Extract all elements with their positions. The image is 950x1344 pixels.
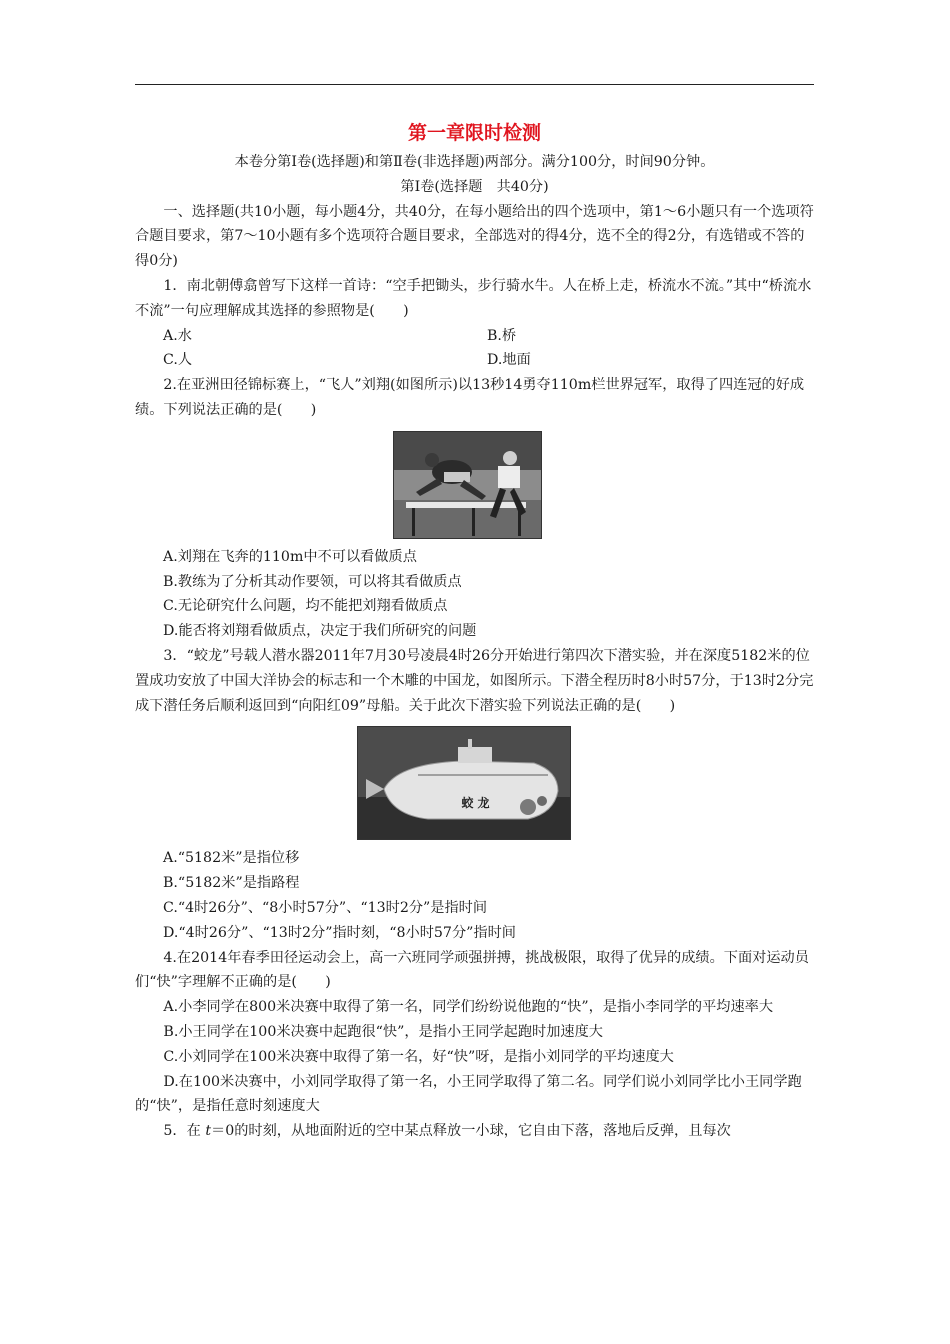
question-3-option-d: D.“4时26分”、“13时2分”指时刻，“8小时57分”指时间 — [163, 924, 516, 941]
document-page — [135, 118, 814, 1144]
question-2-option-d: D.能否将刘翔看做质点，决定于我们所研究的问题 — [163, 623, 477, 640]
header-rule — [135, 84, 814, 85]
submersible-photo — [357, 726, 571, 840]
question-1-option-a: A.水 — [163, 327, 192, 344]
question-2-stem: 2.在亚洲田径锦标赛上，“飞人”刘翔(如图所示)以13秒14勇夺110m栏世界冠军，取得了四连冠的好成绩。下列说法正确的是( ) — [135, 377, 805, 418]
question-5-time-variable: t — [205, 1123, 212, 1140]
question-1-option-b: B.桥 — [487, 327, 517, 344]
question-2-option-c: C.无论研究什么问题，均不能把刘翔看做质点 — [163, 598, 448, 615]
question-5-stem-suffix: ＝0的时刻，从地面附近的空中某点释放一小球，它自由下落，落地后反弹，且每次 — [211, 1123, 731, 1140]
question-2-option-b: B.教练为了分析其动作要领，可以将其看做质点 — [163, 573, 462, 590]
question-3-figure — [135, 726, 814, 840]
question-3-option-b: B.“5182米”是指路程 — [163, 875, 300, 892]
question-3-option-a: A.“5182米”是指位移 — [163, 850, 300, 867]
question-2-figure — [135, 431, 814, 539]
question-1-options-row2 — [135, 348, 814, 373]
question-4-option-a: A.小李同学在800米决赛中取得了第一名，同学们纷纷说他跑的“快”，是指小李同学的平均速率大 — [163, 999, 774, 1016]
question-5-stem — [135, 1119, 814, 1144]
question-1-option-d: D.地面 — [487, 352, 531, 369]
section-instructions: 一、选择题(共10小题，每小题4分，共40分，在每小题给出的四个选项中，第1～6小题只有一个选项符合题目要求，第7～10小题有多个选项符合题目要求，全部选对的得4分，选不全的得2分，有选错或不答的得0分) — [135, 203, 814, 270]
hurdler-photo — [393, 431, 542, 539]
question-4-option-d: D.在100米决赛中，小刘同学取得了第一名，小王同学取得了第二名。同学们说小刘同学比小王同学跑的“快”，是指任意时刻速度大 — [135, 1073, 802, 1115]
question-1-option-c: C.人 — [163, 352, 193, 369]
submersible-hull-label: 蛟龙 — [461, 796, 494, 811]
exam-intro: 本卷分第Ⅰ卷(选择题)和第Ⅱ卷(非选择题)两部分。满分100分，时间90分钟。 — [234, 154, 715, 170]
question-4-stem: 4.在2014年春季田径运动会上，高一六班同学顽强拼搏，挑战极限，取得了优异的成绩。下面对运动员们“快”字理解不正确的是( ) — [135, 949, 809, 991]
question-3-stem: 3．“蛟龙”号载人潜水器2011年7月30号凌晨4时26分开始进行第四次下潜实验，并在深度5182米的位置成功安放了中国大洋协会的标志和一个木雕的中国龙，如图所示。下潜全程历时8小时57分，于13时2分完成下潜任务后顺利返回到“向阳红09”母船。关于此次下潜实验下列说法正确的是( ) — [135, 647, 814, 714]
question-2-option-a: A.刘翔在飞奔的110m中不可以看做质点 — [163, 548, 417, 565]
question-5-stem-prefix: 5．在 — [163, 1123, 206, 1140]
question-4-option-b: B.小王同学在100米决赛中起跑很“快”，是指小王同学起跑时加速度大 — [163, 1023, 603, 1040]
question-3-option-c: C.“4时26分”、“8小时57分”、“13时2分”是指时间 — [163, 899, 488, 916]
question-1-options-row1 — [135, 324, 814, 349]
question-1-stem: 1．南北朝傅翕曾写下这样一首诗：“空手把锄头，步行骑水牛。人在桥上走，桥流水不流。”其中“桥流水不流”一句应理解成其选择的参照物是( ) — [135, 277, 812, 319]
submersible-photo-art — [358, 727, 570, 839]
page-title: 第一章限时检测 — [407, 122, 541, 144]
question-4-option-c: C.小刘同学在100米决赛中取得了第一名，好“快”呀，是指小刘同学的平均速度大 — [163, 1048, 674, 1065]
part1-heading: 第Ⅰ卷(选择题 共40分) — [400, 178, 549, 195]
hurdler-photo-art — [394, 432, 541, 538]
